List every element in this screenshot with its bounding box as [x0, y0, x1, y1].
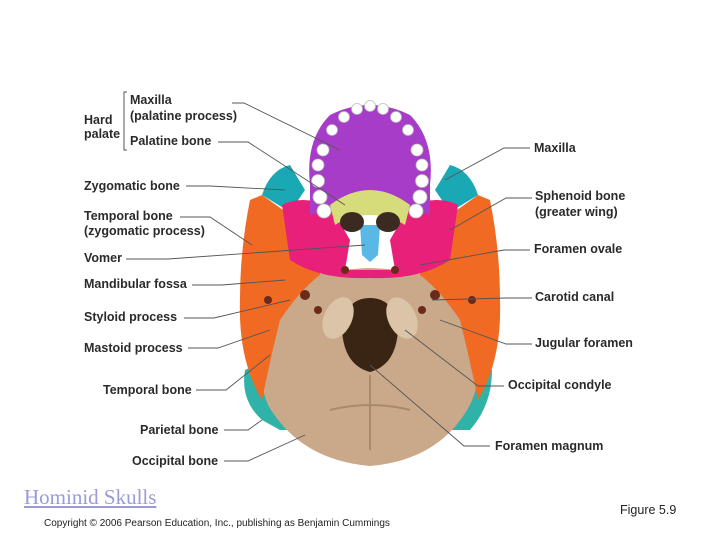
copyright-text: Copyright © 2006 Pearson Education, Inc., publishing as Benjamin Cummings [44, 518, 390, 529]
vomer-region [360, 225, 380, 262]
label-maxilla-palatine-2: (palatine process) [130, 109, 237, 123]
label-occipital-bone: Occipital bone [132, 454, 219, 468]
label-vomer: Vomer [84, 251, 122, 265]
skull-illustration [240, 101, 500, 467]
title-link[interactable]: Hominid Skulls [24, 485, 157, 509]
hard-palate-bracket [84, 92, 127, 150]
label-zygomatic-bone: Zygomatic bone [84, 179, 180, 193]
nasal-opening-right [376, 212, 400, 232]
label-sphenoid-2: (greater wing) [535, 205, 618, 219]
label-temporal-bone: Temporal bone [103, 383, 192, 397]
label-mandibular-fossa: Mandibular fossa [84, 277, 187, 291]
figure-number: Figure 5.9 [620, 503, 677, 517]
palate-label: palate [84, 127, 121, 141]
nasal-opening-left [340, 212, 364, 232]
hard-label: Hard [84, 113, 113, 127]
label-foramen-magnum: Foramen magnum [495, 439, 604, 453]
label-temporal-zygomatic-1: Temporal bone [84, 209, 173, 223]
label-mastoid-process: Mastoid process [84, 341, 183, 355]
label-temporal-zygomatic-2: (zygomatic process) [84, 224, 205, 238]
right-labels [495, 141, 633, 453]
label-occipital-condyle: Occipital condyle [508, 378, 612, 392]
label-sphenoid-1: Sphenoid bone [535, 189, 626, 203]
label-palatine-bone: Palatine bone [130, 134, 212, 148]
label-jugular-foramen: Jugular foramen [535, 336, 633, 350]
left-labels [84, 93, 237, 468]
label-styloid-process: Styloid process [84, 310, 178, 324]
label-parietal-bone: Parietal bone [140, 423, 219, 437]
label-maxilla: Maxilla [534, 141, 576, 155]
label-foramen-ovale: Foramen ovale [534, 242, 623, 256]
label-maxilla-palatine-1: Maxilla [130, 93, 172, 107]
label-carotid-canal: Carotid canal [535, 290, 615, 304]
